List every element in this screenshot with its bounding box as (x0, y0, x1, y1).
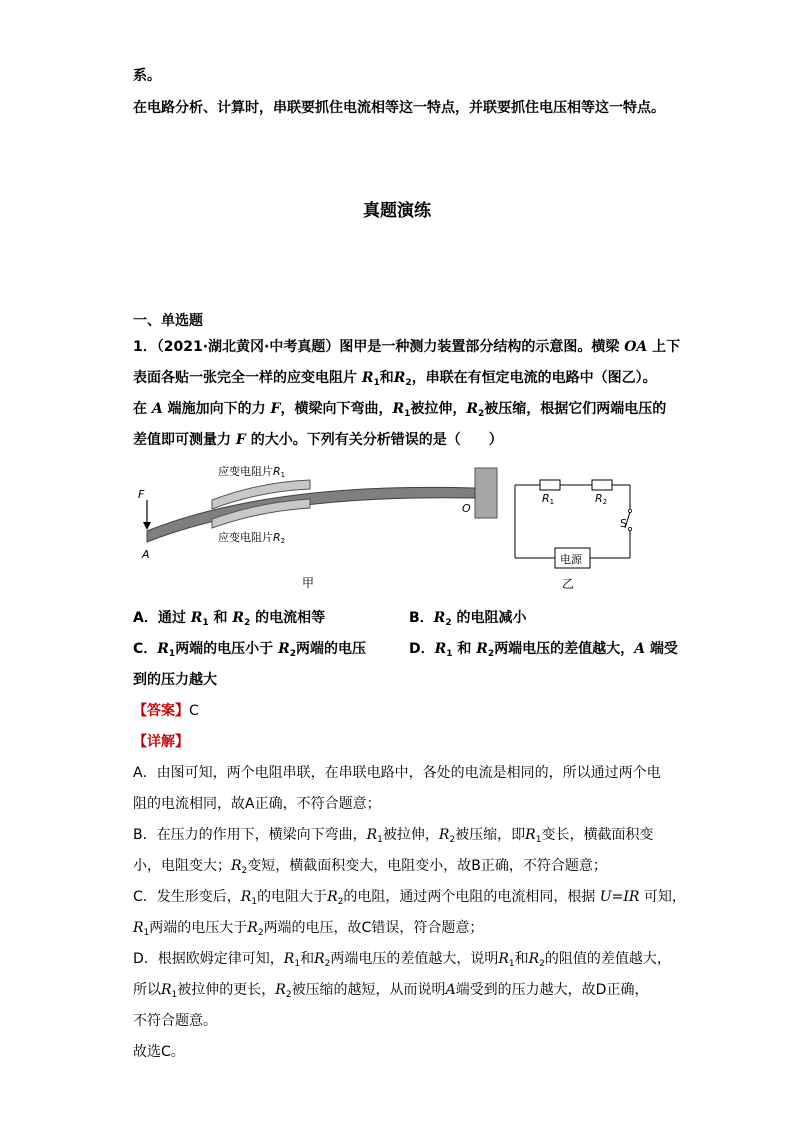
point-a-label: A (142, 548, 150, 561)
option-d[interactable]: D．$R_1$ 和 $R_2$两端电压的差值越大，A 端受 (409, 641, 678, 659)
detail-p4-l2: 所以$R_1$被拉伸的更长，$R_2$被压缩的越短，从而说明A端受到的压力越大，故D正确， (133, 982, 649, 1000)
answer-value: C (189, 703, 199, 719)
point-o-label: O (462, 502, 471, 515)
switch-contact-top (628, 509, 631, 512)
detail-conclusion: 故选C。 (133, 1044, 185, 1060)
resistor-r2 (592, 480, 612, 490)
detail-p2-l2: 小，电阻变大；$R_2$变短，横截面积变大，电阻变小，故B正确，不符合题意； (133, 858, 607, 876)
detail-p2-l1: B．在压力的作用下，横梁向下弯曲，$R_1$被拉伸，$R_2$被压缩，即$R_1$变长，横截面积变 (133, 827, 654, 845)
caption-left: 甲 (302, 576, 315, 590)
detail-p4-l1: D．根据欧姆定律可知，$R_1$和$R_2$两端电压的差值越大，说明$R_1$和$R_2$的阻值的差值越大， (133, 951, 671, 969)
caption-right: 乙 (562, 577, 575, 591)
figure (130, 460, 650, 595)
section-title: 真题演练 (363, 201, 431, 221)
intro-line-1: 系。 (133, 68, 161, 84)
r1-label: R1 (542, 492, 555, 506)
intro-line-2: 在电路分析、计算时，串联要抓住电流相等这一特点，并联要抓住电压相等这一特点。 (133, 100, 665, 116)
switch-contact-bottom (628, 527, 631, 530)
answer (133, 701, 199, 721)
detail-p1-l2: 阻的电流相同，故A正确，不符合题意； (133, 796, 381, 812)
option-c[interactable]: C．$R_1$两端的电压小于 $R_2$两端的电压 (133, 641, 366, 659)
question-line-2: 表面各贴一张完全一样的应变电阻片 $R_1$和$R_2$，串联在有恒定电流的电路中（图乙）。 (133, 370, 657, 388)
force-arrowhead (143, 522, 151, 530)
detail-tag: 【详解】 (133, 734, 189, 750)
option-b[interactable]: B．$R_2$ 的电阻减小 (409, 610, 527, 628)
question-type: 一、单选题 (133, 313, 203, 329)
question-line-4: 差值即可测量力 F 的大小。下列有关分析错误的是（ ） (133, 432, 503, 448)
option-d-cont: 到的压力越大 (133, 672, 217, 688)
beam (147, 487, 475, 542)
detail-p4-l3: 不符合题意。 (133, 1013, 217, 1029)
question-line-3: 在 A 端施加向下的力 F，横梁向下弯曲，$R_1$被拉伸，$R_2$被压缩，根据它们两端电压的 (133, 401, 667, 419)
answer-tag: 【答案】 (133, 703, 189, 719)
resistor-r1 (540, 480, 560, 490)
switch-label: S (620, 517, 627, 530)
question-line-1: 1．（2021·湖北黄冈·中考真题）图甲是一种测力装置部分结构的示意图。横梁 OA 上下 (133, 339, 681, 355)
gauge-label-top: 应变电阻片R1 (218, 465, 286, 479)
detail-p3-l2: $R_1$两端的电压大于$R_2$两端的电压，故C错误，符合题意； (133, 920, 484, 938)
detail-p1-l1: A．由图可知，两个电阻串联，在串联电路中，各处的电流是相同的，所以通过两个电 (133, 765, 661, 781)
detail-p3-l1: C．发生形变后，$R_1$的电阻大于$R_2$的电阻，通过两个电阻的电流相同，根据 U=IR 可知， (133, 889, 686, 907)
r2-label: R2 (595, 492, 608, 506)
gauge-label-bottom: 应变电阻片R2 (218, 531, 286, 545)
power-source-label: 电源 (560, 553, 582, 566)
wall-block (475, 468, 497, 518)
option-a[interactable]: A．通过 $R_1$ 和 $R_2$ 的电流相等 (133, 610, 326, 628)
force-label: F (138, 488, 145, 501)
